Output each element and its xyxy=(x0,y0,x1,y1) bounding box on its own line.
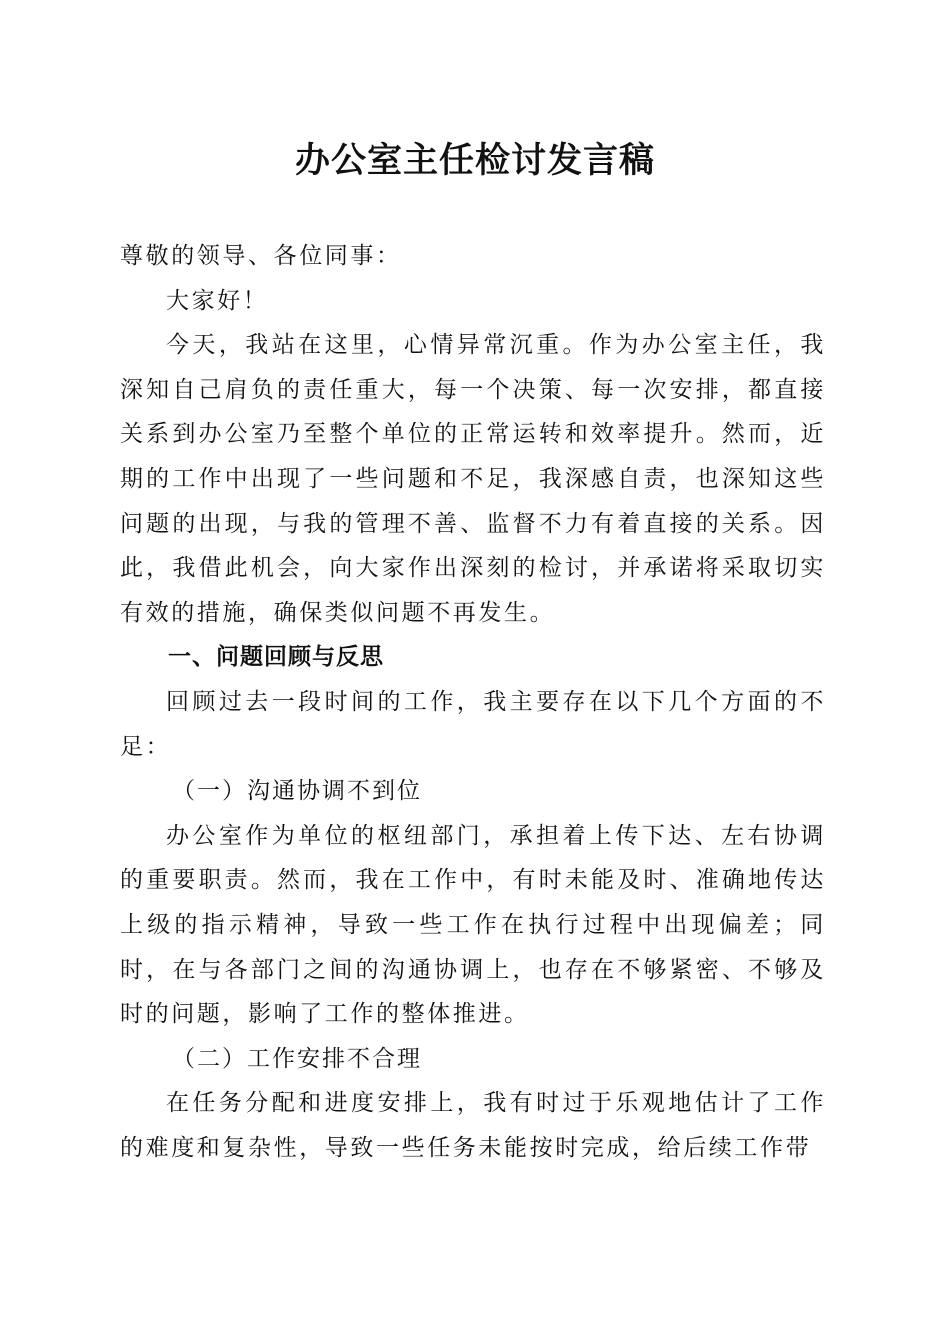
document-body xyxy=(120,234,826,1170)
salutation: 尊敬的领导、各位同事： xyxy=(120,243,402,269)
subsection-heading-2: （二）工作安排不合理 xyxy=(172,1045,422,1072)
subsection-heading-1: （一）沟通协调不到位 xyxy=(172,778,422,805)
intro-paragraph: 今天，我站在这里，心情异常沉重。作为办公室主任，我深知自己肩负的责任重大，每一个决策、每一次安排，都直接关系到办公室乃至整个单位的正常运转和效率提升。然而，近期的工作中出现了一些问题和不足，我深感自责，也深知这些问题的出现，与我的管理不善、监督不力有着直接的关系。因此，我借此机会，向大家作出深刻的检讨，并承诺将采取切实有效的措施，确保类似问题不再发生。 xyxy=(120,332,826,626)
document-title: 办公室主任检讨发言稿 xyxy=(294,140,655,181)
subsection-1-paragraph: 办公室作为单位的枢纽部门，承担着上传下达、左右协调的重要职责。然而，我在工作中，有时未能及时、准确地传达上级的指示精神，导致一些工作在执行过程中出现偏差；同时，在与各部门之间的沟通协调上，也存在不够紧密、不够及时的问题，影响了工作的整体推进。 xyxy=(120,822,826,1028)
section-1-lead-paragraph: 回顾过去一段时间的工作，我主要存在以下几个方面的不足： xyxy=(120,688,826,760)
section-heading-1: 一、问题回顾与反思 xyxy=(168,644,384,671)
greeting: 大家好！ xyxy=(166,287,269,314)
subsection-2-paragraph: 在任务分配和进度安排上，我有时过于乐观地估计了工作的难度和复杂性，导致一些任务未能按时完成，给后续工作带 xyxy=(120,1090,826,1161)
